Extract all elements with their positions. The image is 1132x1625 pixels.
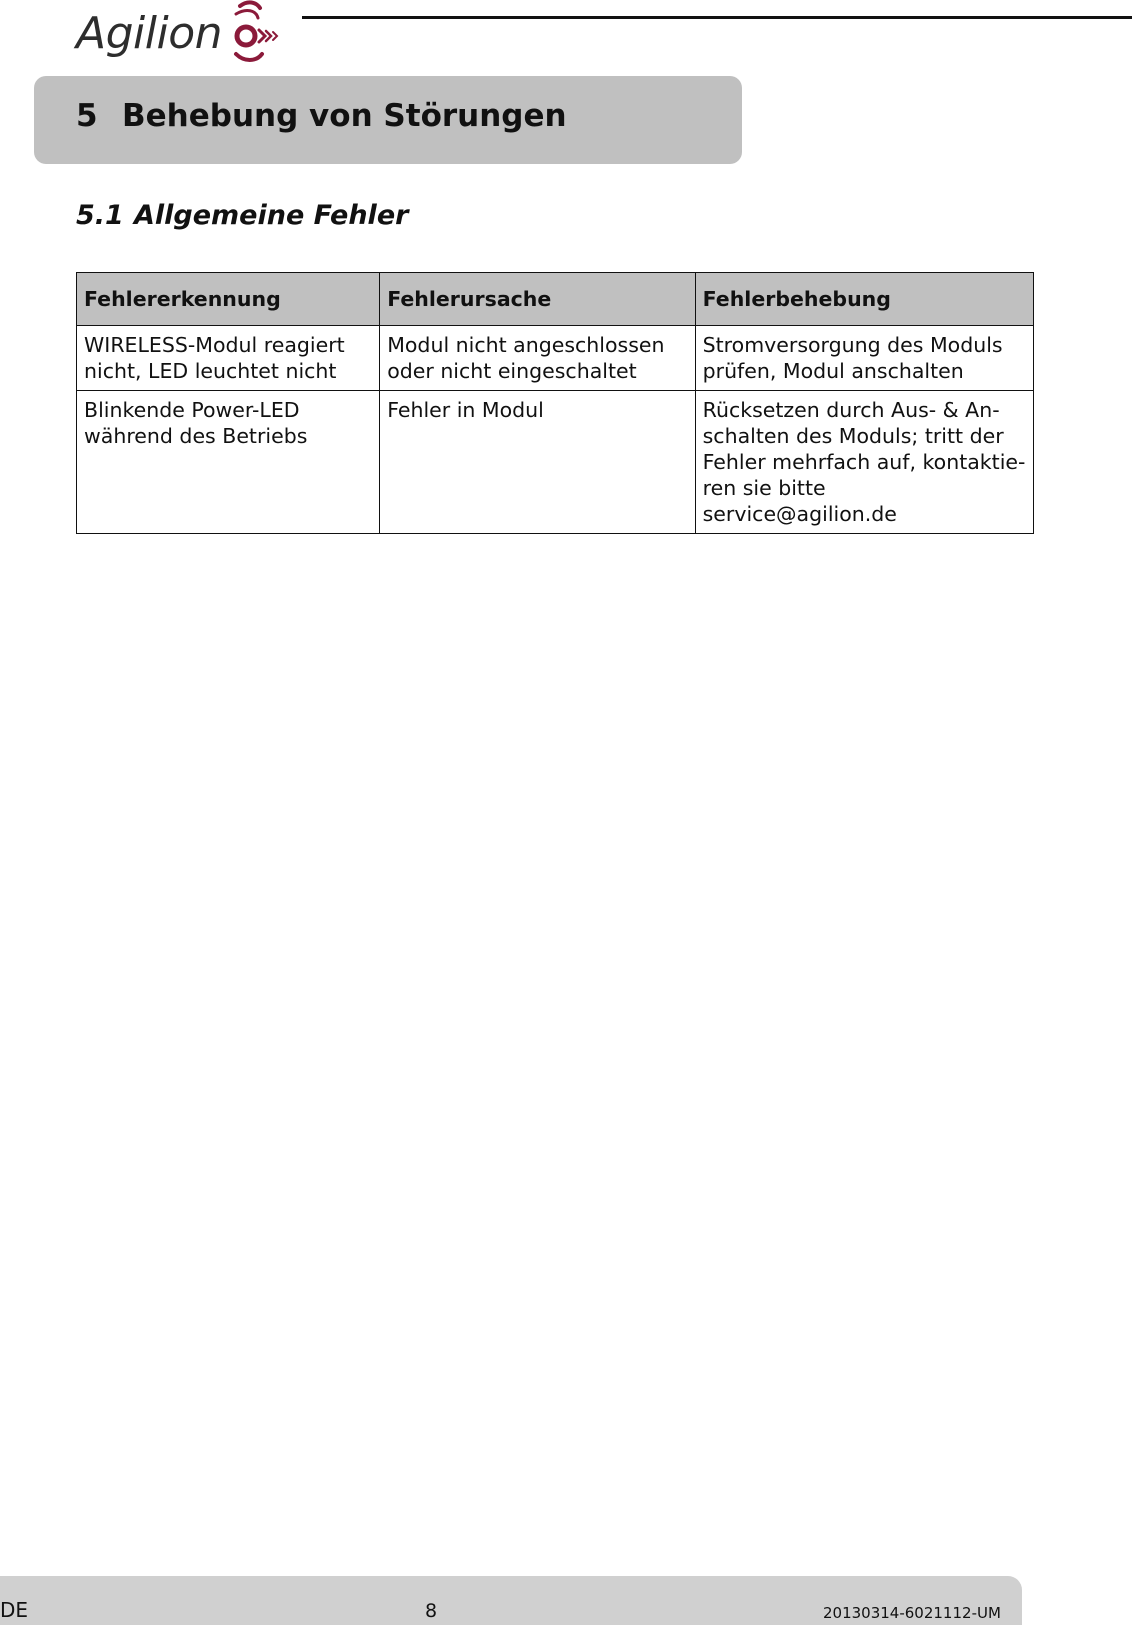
agilion-logo xyxy=(76,2,284,64)
section-title: Allgemeine Fehler xyxy=(134,200,409,231)
cell-line: Fehler mehrfach auf, kontaktie- xyxy=(702,450,1026,474)
cell-line: schalten des Moduls; tritt der xyxy=(702,424,1004,448)
page-number: 8 xyxy=(425,1600,438,1622)
table-cell xyxy=(77,391,380,534)
cell-line: nicht, LED leuchtet nicht xyxy=(84,359,337,383)
table-row xyxy=(77,391,1034,534)
table-cell xyxy=(380,391,695,534)
header-cell: Fehlerbehebung xyxy=(695,273,1033,326)
chapter-title: Behebung von Störungen xyxy=(122,98,567,134)
document-id: 20130314-6021112-UM xyxy=(823,1604,1001,1622)
section-heading xyxy=(76,200,408,231)
table-cell xyxy=(380,326,695,391)
cell-line: WIRELESS-Modul reagiert xyxy=(84,333,345,357)
cell-line: Modul nicht angeschlossen xyxy=(387,333,665,357)
section-number: 5.1 xyxy=(76,200,124,231)
table-header-row xyxy=(77,273,1034,326)
header-cell: Fehlerursache xyxy=(380,273,695,326)
cell-line: Stromversorgung des Moduls xyxy=(702,333,1003,357)
footer-language: DE xyxy=(0,1598,29,1622)
header-cell: Fehlererkennung xyxy=(77,273,380,326)
fault-table xyxy=(76,272,1034,534)
cell-line: ren sie bitte service@agilion.de xyxy=(702,476,897,526)
table-cell xyxy=(695,391,1033,534)
table-cell xyxy=(695,326,1033,391)
cell-line: Fehler in Modul xyxy=(387,398,544,422)
cell-line: Rücksetzen durch Aus- & An- xyxy=(702,398,1000,422)
chapter-number: 5 xyxy=(76,98,98,134)
cell-line: Blinkende Power-LED xyxy=(84,398,300,422)
logo-text: Agilion xyxy=(76,7,223,59)
signal-waves-icon xyxy=(226,0,284,62)
chapter-heading xyxy=(76,98,567,134)
header-rule xyxy=(302,16,1132,19)
cell-line: prüfen, Modul anschalten xyxy=(702,359,964,383)
table-row xyxy=(77,326,1034,391)
cell-line: oder nicht eingeschaltet xyxy=(387,359,637,383)
table-cell xyxy=(77,326,380,391)
cell-line: während des Betriebs xyxy=(84,424,308,448)
